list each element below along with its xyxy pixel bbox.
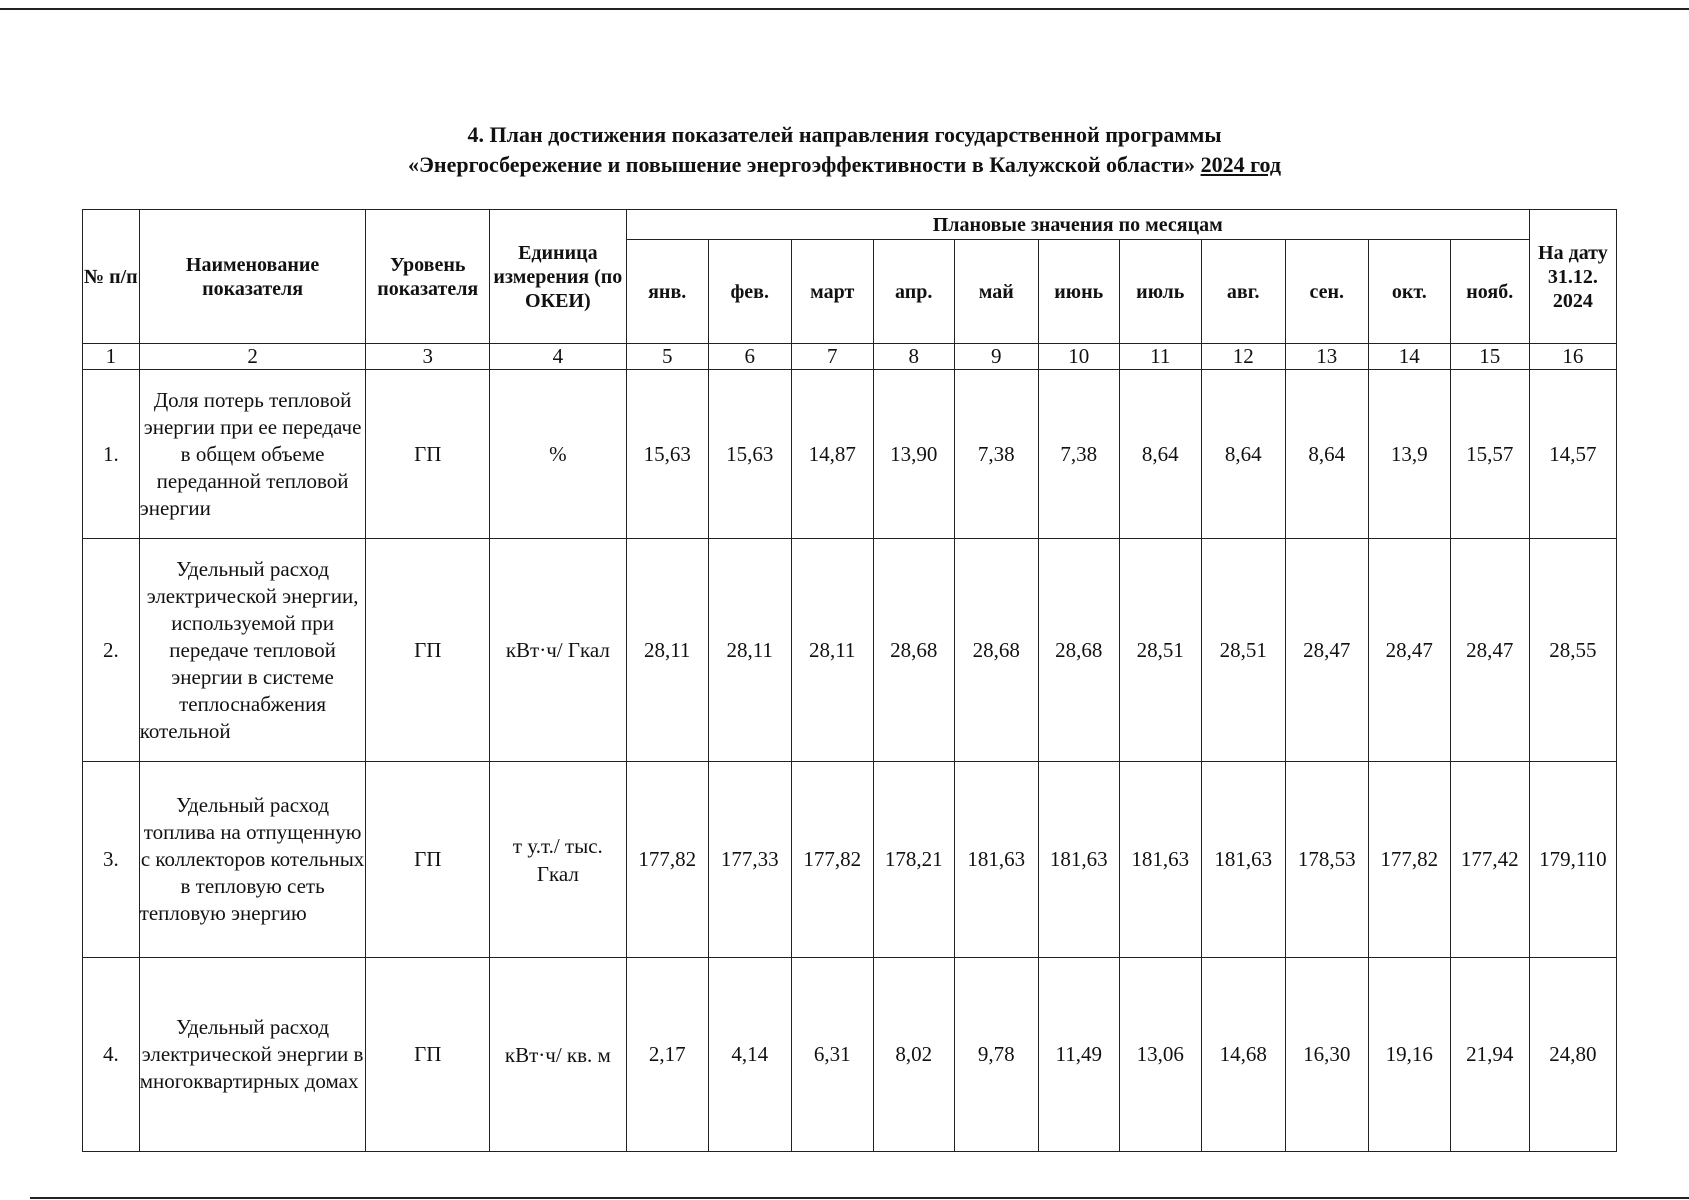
header-month: авг. <box>1201 240 1285 344</box>
value-cell: 11,49 <box>1038 958 1119 1152</box>
value-cell: 28,55 <box>1529 539 1616 762</box>
value-cell: 4,14 <box>708 958 791 1152</box>
value-cell: 28,51 <box>1119 539 1201 762</box>
value-cell: 177,82 <box>791 762 873 958</box>
indicator-unit: % <box>490 370 627 539</box>
table-row <box>83 370 1617 539</box>
indicator-level: ГП <box>366 762 490 958</box>
table-row <box>83 762 1617 958</box>
header-month: нояб. <box>1450 240 1529 344</box>
column-number: 5 <box>626 344 708 370</box>
column-number: 13 <box>1285 344 1368 370</box>
column-number: 9 <box>954 344 1038 370</box>
column-number: 1 <box>83 344 140 370</box>
value-cell: 28,47 <box>1285 539 1368 762</box>
indicator-name: Удельный расход топлива на отпущенную с коллекторов котельных в тепловую сеть тепловую энергию <box>139 762 366 958</box>
header-level: Уровень показателя <box>366 210 490 344</box>
value-cell: 9,78 <box>954 958 1038 1152</box>
value-cell: 177,82 <box>626 762 708 958</box>
header-monthly: Плановые значения по месяцам <box>626 210 1529 240</box>
header-month: сен. <box>1285 240 1368 344</box>
table-row <box>83 539 1617 762</box>
value-cell: 14,68 <box>1201 958 1285 1152</box>
value-cell: 181,63 <box>1119 762 1201 958</box>
value-cell: 24,80 <box>1529 958 1616 1152</box>
column-number: 11 <box>1119 344 1201 370</box>
column-number: 3 <box>366 344 490 370</box>
row-index: 2. <box>83 539 140 762</box>
value-cell: 181,63 <box>954 762 1038 958</box>
row-index: 4. <box>83 958 140 1152</box>
value-cell: 28,11 <box>708 539 791 762</box>
column-number: 7 <box>791 344 873 370</box>
value-cell: 15,63 <box>708 370 791 539</box>
value-cell: 8,64 <box>1285 370 1368 539</box>
indicator-unit: кВт·ч/ Гкал <box>490 539 627 762</box>
column-number: 8 <box>873 344 954 370</box>
value-cell: 14,57 <box>1529 370 1616 539</box>
value-cell: 13,9 <box>1368 370 1450 539</box>
header-date: На дату 31.12. 2024 <box>1529 210 1616 344</box>
header-num: № п/п <box>83 210 140 344</box>
header-month: янв. <box>626 240 708 344</box>
indicator-name: Удельный расход электрической энергии в многоквартирных домах <box>139 958 366 1152</box>
value-cell: 28,11 <box>791 539 873 762</box>
header-month: март <box>791 240 873 344</box>
value-cell: 177,82 <box>1368 762 1450 958</box>
value-cell: 7,38 <box>1038 370 1119 539</box>
value-cell: 181,63 <box>1201 762 1285 958</box>
value-cell: 13,06 <box>1119 958 1201 1152</box>
column-number: 10 <box>1038 344 1119 370</box>
value-cell: 8,02 <box>873 958 954 1152</box>
value-cell: 28,68 <box>873 539 954 762</box>
header-month: май <box>954 240 1038 344</box>
row-index: 1. <box>83 370 140 539</box>
row-index: 3. <box>83 762 140 958</box>
column-number: 6 <box>708 344 791 370</box>
indicator-level: ГП <box>366 958 490 1152</box>
indicator-plan-table <box>82 209 1617 1152</box>
value-cell: 181,63 <box>1038 762 1119 958</box>
value-cell: 15,63 <box>626 370 708 539</box>
column-number-row <box>83 344 1617 370</box>
header-month: июль <box>1119 240 1201 344</box>
header-name: Наименование показателя <box>139 210 366 344</box>
value-cell: 15,57 <box>1450 370 1529 539</box>
value-cell: 14,87 <box>791 370 873 539</box>
value-cell: 16,30 <box>1285 958 1368 1152</box>
value-cell: 6,31 <box>791 958 873 1152</box>
value-cell: 8,64 <box>1119 370 1201 539</box>
value-cell: 28,47 <box>1450 539 1529 762</box>
header-month: окт. <box>1368 240 1450 344</box>
header-unit: Единица измерения (по ОКЕИ) <box>490 210 627 344</box>
value-cell: 178,53 <box>1285 762 1368 958</box>
indicator-unit: кВт·ч/ кв. м <box>490 958 627 1152</box>
value-cell: 13,90 <box>873 370 954 539</box>
document-title-year: 2024 год <box>1200 152 1281 177</box>
column-number: 15 <box>1450 344 1529 370</box>
indicator-level: ГП <box>366 370 490 539</box>
table-row <box>83 958 1617 1152</box>
indicator-name: Удельный расход электрической энергии, используемой при передаче тепловой энергии в системе теплоснабжения котельной <box>139 539 366 762</box>
document-title-program: «Энергосбережение и повышение энергоэффективности в Калужской области» <box>408 152 1196 177</box>
indicator-level: ГП <box>366 539 490 762</box>
header-month: апр. <box>873 240 954 344</box>
value-cell: 8,64 <box>1201 370 1285 539</box>
indicator-name: Доля потерь тепловой энергии при ее передаче в общем объеме переданной тепловой энергии <box>139 370 366 539</box>
value-cell: 179,110 <box>1529 762 1616 958</box>
value-cell: 177,33 <box>708 762 791 958</box>
value-cell: 178,21 <box>873 762 954 958</box>
document-title-line-1: 4. План достижения показателей направления государственной программы <box>467 122 1222 147</box>
column-number: 2 <box>139 344 366 370</box>
value-cell: 7,38 <box>954 370 1038 539</box>
value-cell: 28,68 <box>954 539 1038 762</box>
column-number: 12 <box>1201 344 1285 370</box>
top-rule <box>0 8 1689 10</box>
value-cell: 28,68 <box>1038 539 1119 762</box>
document-title-line-2 <box>0 152 1689 178</box>
column-number: 16 <box>1529 344 1616 370</box>
indicator-unit: т у.т./ тыс. Гкал <box>490 762 627 958</box>
value-cell: 177,42 <box>1450 762 1529 958</box>
value-cell: 28,51 <box>1201 539 1285 762</box>
header-month: июнь <box>1038 240 1119 344</box>
bottom-rule <box>30 1197 1689 1199</box>
value-cell: 21,94 <box>1450 958 1529 1152</box>
header-month: фев. <box>708 240 791 344</box>
column-number: 14 <box>1368 344 1450 370</box>
value-cell: 2,17 <box>626 958 708 1152</box>
value-cell: 19,16 <box>1368 958 1450 1152</box>
value-cell: 28,11 <box>626 539 708 762</box>
value-cell: 28,47 <box>1368 539 1450 762</box>
column-number: 4 <box>490 344 627 370</box>
